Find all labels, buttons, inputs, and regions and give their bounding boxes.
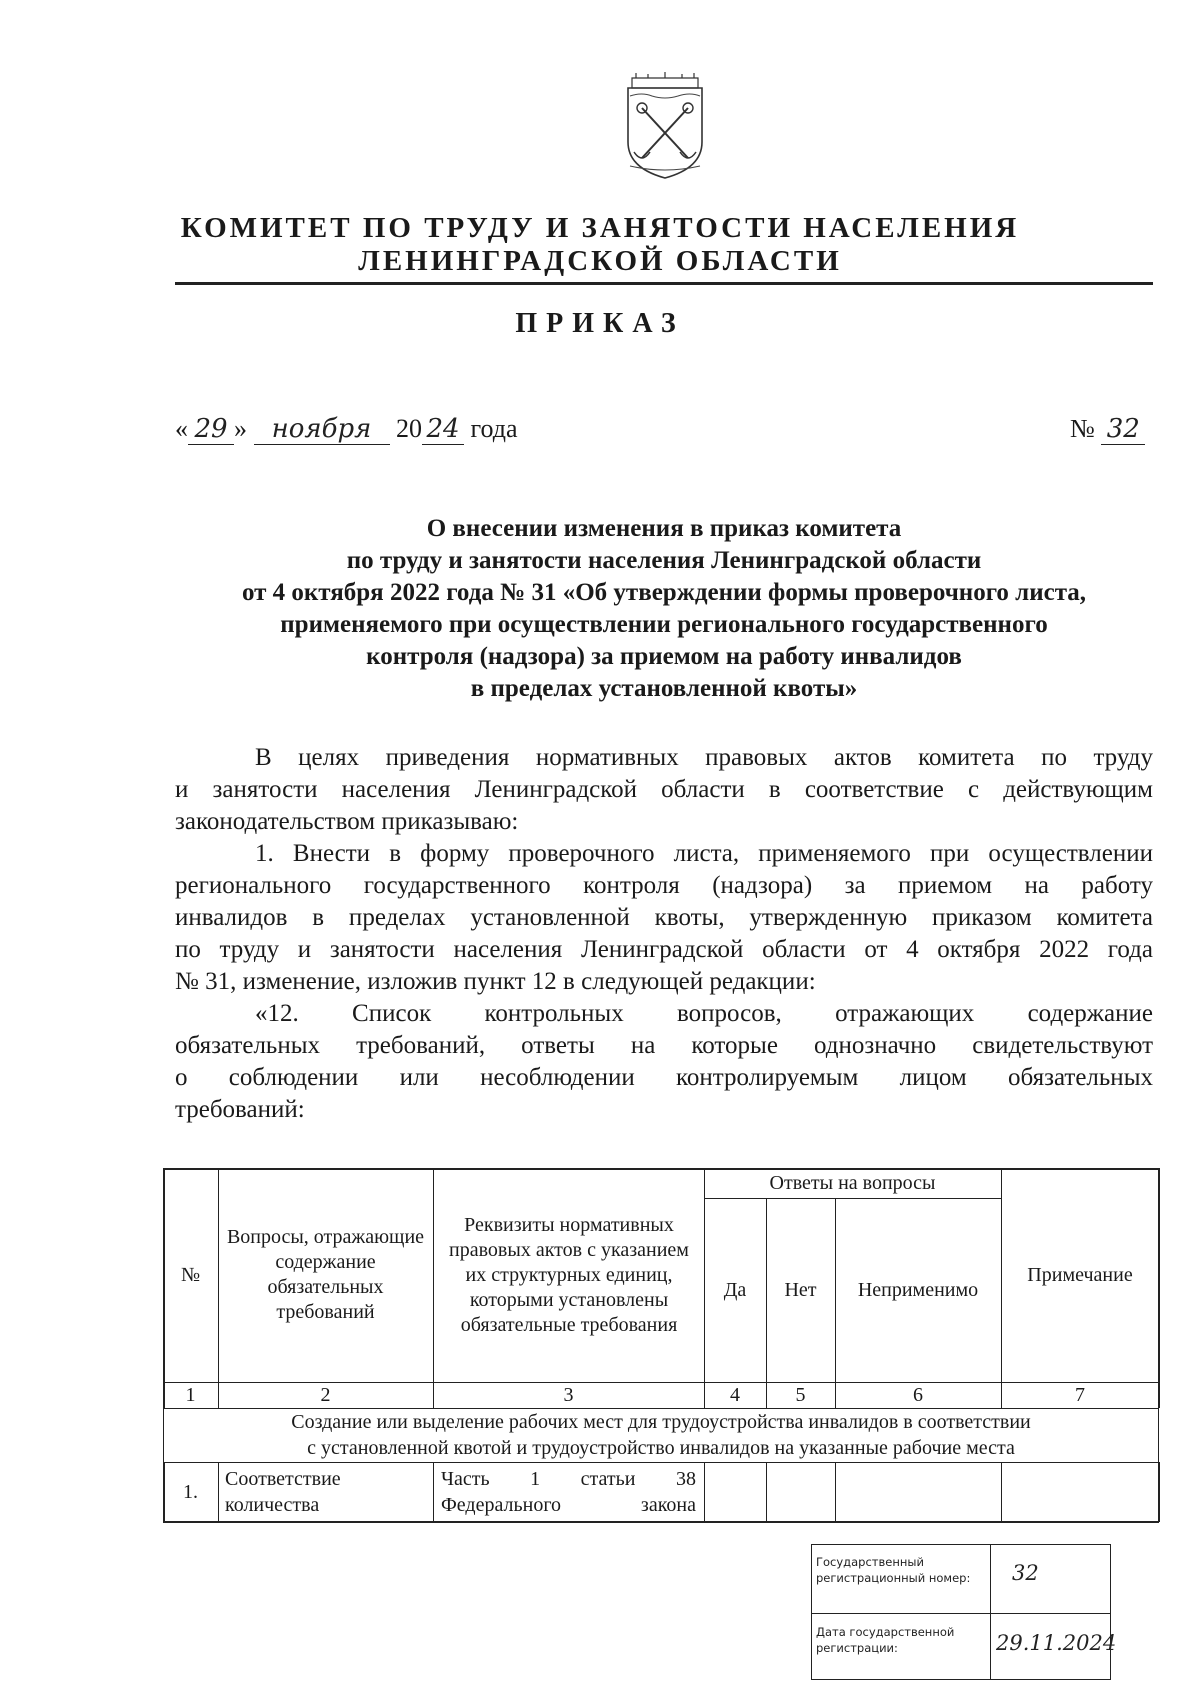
col-number: 2 (320, 1383, 331, 1406)
header-divider (175, 282, 1153, 285)
subject-line: О внесении изменения в приказ комитета (426, 515, 902, 542)
row-number: 1. (183, 1480, 198, 1503)
document-subject (175, 513, 1153, 705)
section-heading-line: Создание или выделение рабочих мест для трудоустройства инвалидов в соответствии (291, 1411, 1031, 1433)
body-para1-line: В целях приведения нормативных правовых актов комитета по труду (255, 744, 1153, 771)
date-year-word: года (470, 414, 518, 443)
subject-line: от 4 октября 2022 года № 31 «Об утверждении формы проверочного листа, (241, 579, 1087, 606)
header-yes: Да (723, 1278, 747, 1301)
section-heading-line: с установленной квотой и трудоустройство инвалидов на указанные рабочие места (307, 1437, 1015, 1459)
col-number: 4 (730, 1383, 740, 1406)
subject-line: по труду и занятости населения Ленинградской области (346, 547, 982, 574)
section-heading-full (163, 1408, 1159, 1462)
header-no: Нет (784, 1278, 817, 1301)
date-year-prefix: 20 (396, 414, 422, 443)
header-questions: Вопросы, отражающие содержание обязательных требований (226, 1226, 425, 1323)
body-para2-line: инвалидов в пределах установленной квоты, утвержденную приказом комитета (175, 904, 1153, 931)
col-number: 6 (913, 1383, 923, 1406)
row-question-line: Соответствие (225, 1468, 341, 1490)
document-date (175, 414, 518, 445)
row-question-line: количества (225, 1494, 320, 1516)
stamp-date-label-line2: регистрации: (816, 1641, 898, 1655)
stamp-reg-number: 32 (1012, 1561, 1039, 1585)
body-para1-line: и занятости населения Ленинградской области в соответствие с действующим (175, 776, 1153, 803)
body-para3-line: «12. Список контрольных вопросов, отражающих содержание (255, 1000, 1153, 1027)
stamp-reg-label-line2: регистрационный номер: (816, 1571, 971, 1585)
header-requisites: Реквизиты нормативных правовых актов с указанием их структурных единиц, которыми установлены обязательные требования (449, 1213, 689, 1336)
date-year-suffix: 24 (422, 414, 464, 445)
number-value: 32 (1101, 414, 1145, 445)
stamp-reg-label-line1: Государственный (816, 1555, 924, 1569)
col-number: 1 (185, 1383, 196, 1406)
col-number: 7 (1075, 1383, 1085, 1406)
document-number (1070, 414, 1145, 445)
body-para2-line: по труду и занятости населения Ленинградской области от 4 октября 2022 года (175, 936, 1153, 963)
registration-stamp (811, 1544, 1117, 1680)
number-label: № (1070, 414, 1095, 443)
body-para2-line: 1. Внести в форму проверочного листа, применяемого при осуществлении (255, 840, 1153, 867)
stamp-reg-date: 29.11.2024 (996, 1631, 1117, 1655)
checklist-table (163, 1168, 1159, 1408)
col-number: 5 (795, 1383, 806, 1406)
body-para3-line: обязательных требований, ответы на которые однозначно свидетельствуют (175, 1032, 1153, 1059)
document-type-title: ПРИКАЗ (515, 308, 685, 339)
coat-of-arms-emblem (622, 72, 708, 182)
organization-name-line1: КОМИТЕТ ПО ТРУДУ И ЗАНЯТОСТИ НАСЕЛЕНИЯ (180, 212, 1020, 244)
body-para1-line: законодательством приказываю: (175, 808, 519, 835)
subject-line: применяемого при осуществлении регионального государственного (280, 611, 1048, 638)
stamp-date-label-line1: Дата государственной (816, 1625, 955, 1639)
row-requisite-line: Часть 1 статьи 38 (441, 1468, 696, 1490)
header-answers: Ответы на вопросы (769, 1171, 936, 1194)
body-para2-line: № 31, изменение, изложив пункт 12 в следующей редакции: (175, 968, 816, 995)
header-note: Примечание (1027, 1263, 1133, 1286)
quote-open: « (175, 414, 188, 443)
table-row (163, 1462, 1159, 1520)
date-month: ноября (254, 414, 390, 445)
header-num: № (180, 1263, 201, 1286)
subject-line: контроля (надзора) за приемом на работу инвалидов (366, 643, 962, 670)
row-requisite-line: Федерального закона (441, 1494, 696, 1516)
body-para3-line: требований: (175, 1096, 305, 1123)
body-para3-line: о соблюдении или несоблюдении контролируемым лицом обязательных (175, 1064, 1153, 1091)
body-para2-line: регионального государственного контроля (надзора) за приемом на работу (175, 872, 1153, 899)
subject-line: в пределах установленной квоты» (470, 675, 858, 702)
date-day: 29 (188, 414, 234, 445)
quote-close: » (234, 414, 247, 443)
organization-name-line2: ЛЕНИНГРАДСКОЙ ОБЛАСТИ (358, 245, 842, 277)
header-not-applicable: Неприменимо (857, 1278, 979, 1301)
col-number: 3 (563, 1383, 574, 1406)
